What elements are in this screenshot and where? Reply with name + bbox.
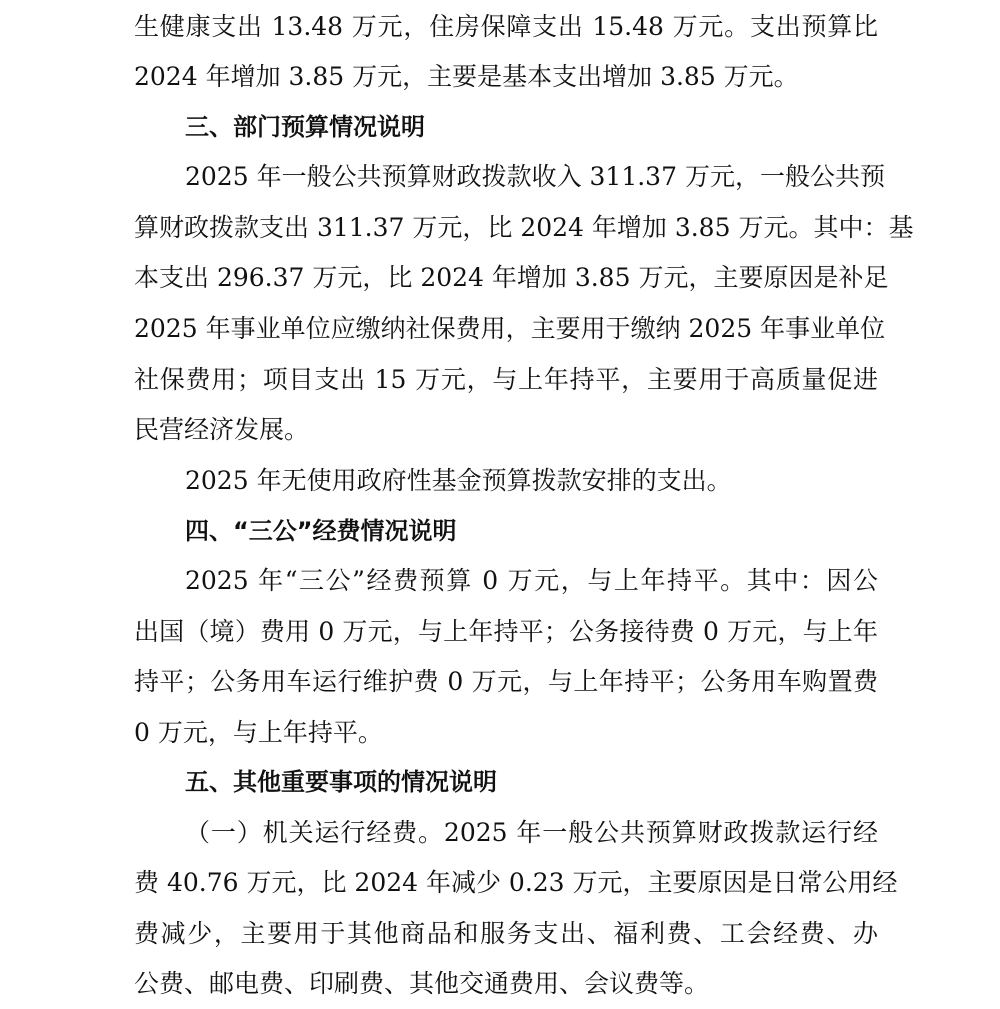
section-heading-three-public: 四、“三公”经费情况说明 <box>185 517 457 545</box>
paragraph-line: 2025 年“三公”经费预算 0 万元，与上年持平。其中：因公 <box>185 566 878 595</box>
paragraph-line: 2025 年事业单位应缴纳社保费用，主要用于缴纳 2025 年事业单位 <box>134 314 886 343</box>
section-heading-budget: 三、部门预算情况说明 <box>185 113 425 141</box>
paragraph-line: 公费、邮电费、印刷费、其他交通费用、会议费等。 <box>134 969 710 998</box>
paragraph-line: 0 万元，与上年持平。 <box>134 718 383 747</box>
paragraph-line: 本支出 296.37 万元，比 2024 年增加 3.85 万元，主要原因是补足 <box>134 263 889 292</box>
paragraph-line: 2025 年无使用政府性基金预算拨款安排的支出。 <box>185 466 732 495</box>
paragraph-line: 出国（境）费用 0 万元，与上年持平；公务接待费 0 万元，与上年 <box>134 617 878 646</box>
paragraph-line: 2024 年增加 3.85 万元，主要是基本支出增加 3.85 万元。 <box>134 62 799 91</box>
paragraph-line: 生健康支出 13.48 万元，住房保障支出 15.48 万元。支出预算比 <box>134 12 878 41</box>
paragraph-line: 持平；公务用车运行维护费 0 万元，与上年持平；公务用车购置费 <box>134 667 878 696</box>
paragraph-line: 费减少，主要用于其他商品和服务支出、福利费、工会经费、办 <box>134 919 878 948</box>
paragraph-line: 2025 年一般公共预算财政拨款收入 311.37 万元，一般公共预 <box>185 162 885 191</box>
paragraph-line: （一）机关运行经费。2025 年一般公共预算财政拨款运行经 <box>185 818 878 847</box>
section-heading-other-matters: 五、其他重要事项的情况说明 <box>185 768 497 796</box>
paragraph-line: 费 40.76 万元，比 2024 年减少 0.23 万元，主要原因是日常公用经 <box>134 868 898 897</box>
paragraph-line: 社保费用；项目支出 15 万元，与上年持平，主要用于高质量促进 <box>134 365 878 394</box>
paragraph-line: 算财政拨款支出 311.37 万元，比 2024 年增加 3.85 万元。其中：基 <box>134 213 914 242</box>
paragraph-line: 民营经济发展。 <box>134 415 310 444</box>
